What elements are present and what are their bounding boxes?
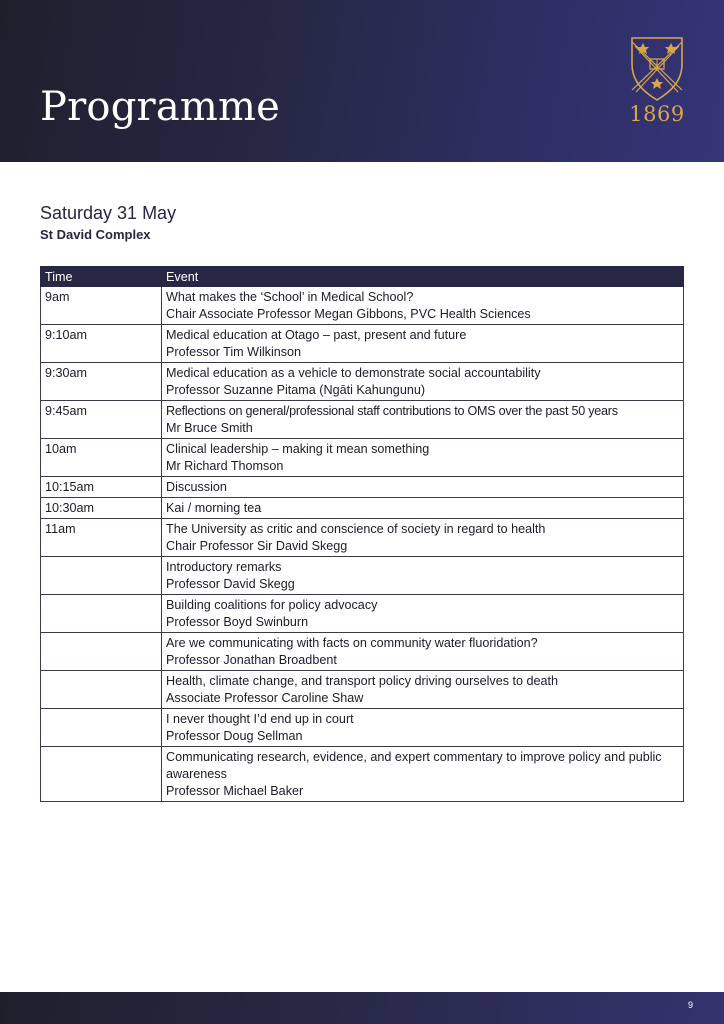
event-cell [162, 709, 684, 747]
page-footer [0, 992, 724, 1024]
table-row [41, 633, 684, 671]
time-cell [41, 671, 162, 709]
table-row [41, 325, 684, 363]
university-crest [626, 34, 688, 126]
event-speaker: Associate Professor Caroline Shaw [166, 691, 364, 705]
date-heading: Saturday 31 May [40, 203, 177, 223]
time-cell: 10:15am [41, 477, 162, 498]
event-cell [162, 595, 684, 633]
time-cell [41, 709, 162, 747]
time-cell: 10am [41, 439, 162, 477]
table-row [41, 519, 684, 557]
event-cell [162, 671, 684, 709]
event-speaker: Professor Suzanne Pitama (Ngāti Kahungunu) [166, 383, 426, 397]
event-cell [162, 325, 684, 363]
event-title: Medical education at Otago – past, present and future [166, 328, 467, 342]
event-title: Communicating research, evidence, and expert commentary to improve policy and public awareness [166, 750, 662, 781]
event-speaker: Professor Jonathan Broadbent [166, 653, 337, 667]
table-row [41, 557, 684, 595]
event-cell [162, 287, 684, 325]
table-row [41, 709, 684, 747]
table-row [41, 498, 684, 519]
event-title: Medical education as a vehicle to demonstrate social accountability [166, 366, 541, 380]
event-cell [162, 633, 684, 671]
event-speaker: Chair Professor Sir David Skegg [166, 539, 348, 553]
time-cell: 9:30am [41, 363, 162, 401]
table-row [41, 747, 684, 802]
event-cell [162, 477, 684, 498]
event-title: Reflections on general/professional staff contributions to OMS over the past 50 years [166, 404, 618, 418]
event-cell [162, 747, 684, 802]
table-row [41, 439, 684, 477]
event-title: Clinical leadership – making it mean something [166, 442, 430, 456]
event-speaker: Professor David Skegg [166, 577, 295, 591]
event-cell [162, 557, 684, 595]
event-cell [162, 401, 684, 439]
event-title: What makes the ‘School’ in Medical School? [166, 290, 414, 304]
time-cell: 11am [41, 519, 162, 557]
time-cell [41, 747, 162, 802]
page-number: 9 [687, 1000, 693, 1010]
time-cell [41, 633, 162, 671]
column-header-event: Event [162, 267, 684, 287]
table-row [41, 595, 684, 633]
shield-crest-icon [626, 34, 688, 102]
event-title: Kai / morning tea [166, 501, 262, 515]
time-cell [41, 595, 162, 633]
crest-year: 1869 [629, 102, 685, 126]
event-cell [162, 519, 684, 557]
event-speaker: Professor Tim Wilkinson [166, 345, 302, 359]
column-header-time: Time [41, 267, 162, 287]
event-speaker: Professor Michael Baker [166, 784, 304, 798]
event-speaker: Mr Richard Thomson [166, 459, 284, 473]
time-cell: 9:10am [41, 325, 162, 363]
event-speaker: Chair Associate Professor Megan Gibbons, PVC Health Sciences [166, 307, 531, 321]
programme-table [40, 266, 684, 802]
event-title: I never thought I’d end up in court [166, 712, 354, 726]
page-header [0, 0, 724, 162]
event-title: Discussion [166, 480, 227, 494]
event-title: Health, climate change, and transport policy driving ourselves to death [166, 674, 559, 688]
event-cell [162, 363, 684, 401]
event-title: Building coalitions for policy advocacy [166, 598, 378, 612]
event-cell [162, 439, 684, 477]
table-row [41, 477, 684, 498]
event-speaker: Professor Doug Sellman [166, 729, 303, 743]
table-header-row [41, 267, 684, 287]
table-row [41, 363, 684, 401]
event-cell [162, 498, 684, 519]
time-cell: 9:45am [41, 401, 162, 439]
event-title: Are we communicating with facts on community water fluoridation? [166, 636, 538, 650]
table-row [41, 287, 684, 325]
table-row [41, 671, 684, 709]
event-title: Introductory remarks [166, 560, 282, 574]
time-cell: 9am [41, 287, 162, 325]
event-title: The University as critic and conscience of society in regard to health [166, 522, 546, 536]
venue-label: St David Complex [40, 227, 151, 242]
event-speaker: Professor Boyd Swinburn [166, 615, 309, 629]
time-cell [41, 557, 162, 595]
time-cell: 10:30am [41, 498, 162, 519]
page-title: Programme [40, 84, 281, 130]
event-speaker: Mr Bruce Smith [166, 421, 253, 435]
table-row [41, 401, 684, 439]
